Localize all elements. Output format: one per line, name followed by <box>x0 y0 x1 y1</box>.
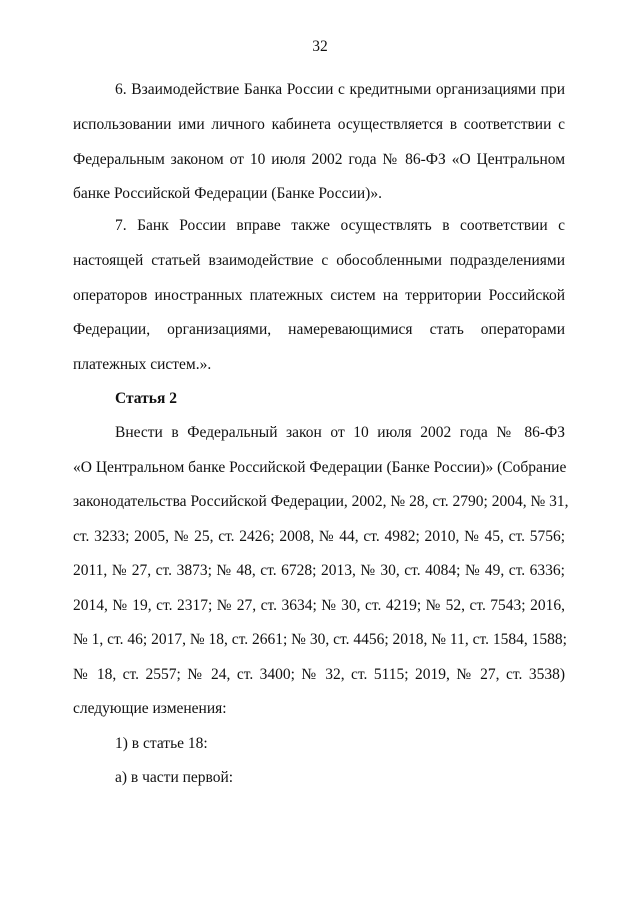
item-a: а) в части первой: <box>115 769 234 786</box>
article-paragraph-line-4: ст. 3233; 2005, № 25, ст. 2426; 2008, № 44, ст. 4982; 2010, № 45, ст. 5756; <box>73 528 565 545</box>
article-heading: Статья 2 <box>115 390 177 407</box>
item-1: 1) в статье 18: <box>115 735 208 752</box>
paragraph-6-line-2: использовании ими личного кабинета осуществляется в соответствии с <box>73 116 565 133</box>
article-paragraph-line-3: законодательства Российской Федерации, 2002, № 28, ст. 2790; 2004, № 31, <box>73 493 569 510</box>
paragraph-7-line-4: Федерации, организациями, намеревающимися стать операторами <box>73 321 565 338</box>
article-paragraph-line-5: 2011, № 27, ст. 3873; № 48, ст. 6728; 2013, № 30, ст. 4084; № 49, ст. 6336; <box>73 562 565 579</box>
article-paragraph-line-7: № 1, ст. 46; 2017, № 18, ст. 2661; № 30, ст. 4456; 2018, № 11, ст. 1584, 1588; <box>73 631 567 648</box>
paragraph-7-line-1: 7. Банк России вправе также осуществлять в соответствии с <box>115 217 565 234</box>
paragraph-7-line-5: платежных систем.». <box>73 356 212 373</box>
paragraph-6-line-4: банке Российской Федерации (Банке России)». <box>73 185 382 202</box>
article-paragraph-line-2: «О Центральном банке Российской Федерации (Банке России)» (Собрание <box>73 459 567 476</box>
paragraph-7-line-3: операторов иностранных платежных систем на территории Российской <box>73 287 565 304</box>
article-paragraph-line-6: 2014, № 19, ст. 2317; № 27, ст. 3634; № 30, ст. 4219; № 52, ст. 7543; 2016, <box>73 597 565 614</box>
paragraph-7-line-2: настоящей статьей взаимодействие с обособленными подразделениями <box>73 252 565 269</box>
article-paragraph-line-1: Внести в Федеральный закон от 10 июля 2002 года № 86-ФЗ <box>115 424 565 441</box>
paragraph-6-line-1: 6. Взаимодействие Банка России с кредитными организациями при <box>115 81 565 98</box>
paragraph-6-line-3: Федеральным законом от 10 июля 2002 года № 86-ФЗ «О Центральном <box>73 151 565 168</box>
article-paragraph-line-8: № 18, ст. 2557; № 24, ст. 3400; № 32, ст. 5115; 2019, № 27, ст. 3538) <box>73 666 565 683</box>
article-paragraph-line-9: следующие изменения: <box>73 700 227 717</box>
page-number: 32 <box>312 38 328 55</box>
